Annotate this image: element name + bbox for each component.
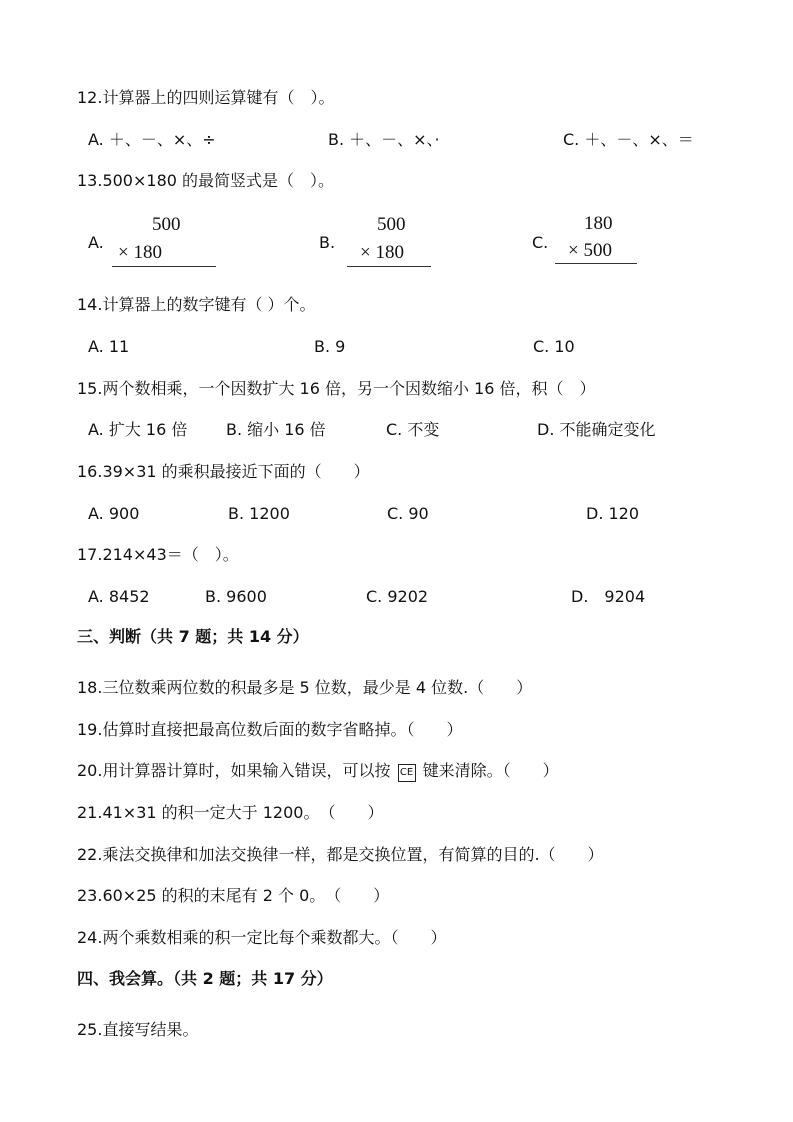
section-3-title: 三、判断（共 7 题；共 14 分） xyxy=(77,627,309,646)
q12-stem: 12.计算器上的四则运算键有（ ）。 xyxy=(77,88,335,107)
q13-option-c-rule xyxy=(555,263,637,264)
q14-option-c: C. 10 xyxy=(533,337,575,356)
q13-option-a-rule xyxy=(112,266,216,267)
q20-text-after: 键来清除。（ ） xyxy=(422,761,559,780)
q13-option-a-top: 500 xyxy=(152,214,181,235)
q17-option-b: B. 9600 xyxy=(205,587,267,606)
q17-stem: 17.214×43＝（ ）。 xyxy=(77,545,239,564)
q15-option-b: B. 缩小 16 倍 xyxy=(226,420,326,439)
q13-option-c-label: C. xyxy=(532,233,549,252)
q15-option-d: D. 不能确定变化 xyxy=(537,420,656,439)
q13-option-b-top: 500 xyxy=(377,214,406,235)
q15-stem: 15.两个数相乘，一个因数扩大 16 倍，另一个因数缩小 16 倍，积（ ） xyxy=(77,379,596,398)
q16-stem: 16.39×31 的乘积最接近下面的（ ） xyxy=(77,462,370,481)
q12-option-c: C. ＋、－、×、＝ xyxy=(563,130,694,149)
q16-option-b: B. 1200 xyxy=(228,504,290,523)
q21: 21.41×31 的积一定大于 1200。 （ ） xyxy=(77,803,384,822)
q24: 24.两个乘数相乘的积一定比每个乘数都大。（ ） xyxy=(77,928,447,947)
q17-option-d: D. 9204 xyxy=(571,587,646,606)
ce-key-icon: CE xyxy=(398,764,416,782)
q16-option-c: C. 90 xyxy=(387,504,429,523)
q17-option-c: C. 9202 xyxy=(366,587,429,606)
q14-option-b: B. 9 xyxy=(314,337,346,356)
q22: 22.乘法交换律和加法交换律一样，都是交换位置，有简算的目的.（ ） xyxy=(77,845,604,864)
q13-option-a-label: A. xyxy=(88,233,104,252)
q19: 19.估算时直接把最高位数后面的数字省略掉。（ ） xyxy=(77,720,463,739)
q13-option-b-rule xyxy=(347,266,431,267)
q16-option-a: A. 900 xyxy=(88,504,140,523)
q13-option-b-bottom: × 180 xyxy=(360,242,404,263)
q17-option-a: A. 8452 xyxy=(88,587,150,606)
q20 xyxy=(77,761,559,782)
q25: 25.直接写结果。 xyxy=(77,1020,199,1039)
q14-stem: 14.计算器上的数字键有（ ）个。 xyxy=(77,295,316,314)
q13-option-a-bottom: × 180 xyxy=(118,242,162,263)
q16-option-d: D. 120 xyxy=(586,504,640,523)
q14-option-a: A. 11 xyxy=(88,337,130,356)
q18: 18.三位数乘两位数的积最多是 5 位数，最少是 4 位数.（ ） xyxy=(77,678,533,697)
q20-text-before: 20.用计算器计算时，如果输入错误，可以按 xyxy=(77,761,391,780)
q12-option-a: A. ＋、－、×、÷ xyxy=(88,130,216,149)
section-4-title: 四、我会算。（共 2 题；共 17 分） xyxy=(77,969,333,988)
q13-option-c-top: 180 xyxy=(584,213,613,234)
q13-stem: 13.500×180 的最简竖式是（ ）。 xyxy=(77,171,335,190)
q12-option-b: B. ＋、－、×、· xyxy=(328,130,440,149)
q23: 23.60×25 的积的末尾有 2 个 0。 （ ） xyxy=(77,886,390,905)
q15-option-a: A. 扩大 16 倍 xyxy=(88,420,188,439)
q13-option-b-label: B. xyxy=(319,233,336,252)
q15-option-c: C. 不变 xyxy=(386,420,440,439)
q13-option-c-bottom: × 500 xyxy=(568,240,612,261)
